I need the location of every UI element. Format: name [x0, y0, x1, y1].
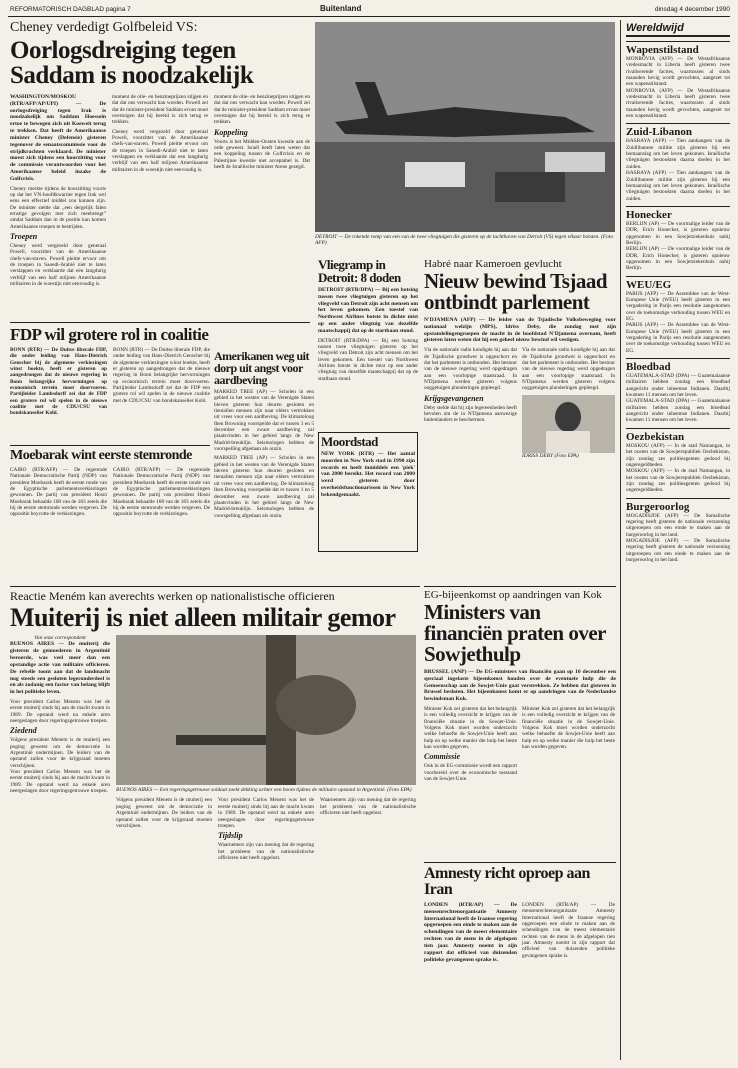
subhead: Troepen: [10, 231, 38, 241]
section-rule: [10, 586, 420, 587]
article-body: Cheney werd vergezeld door generaal Powell, voorzitter van de Amerikaanse chefs-van-staven. Powell pleitte ervoor om de troepen in Saoedi-Arabië niet te laten verslappen en verklaarde dat een langdurig verblijf van een half miljoen Amerikaanse militairen in de woestijn niet eenvoudig is.: [10, 242, 106, 288]
article-headline: Amnesty richt oproep aan Iran: [424, 866, 590, 898]
subhead: Tijdslip: [218, 831, 243, 841]
airplane-wreck-image: [315, 22, 615, 232]
article-body: BONN (RTR) — De Duitse liberale FDP, die onder leiding van Hans-Dietrich Genscher bij de algemene verkiezingen winst boekte, heeft er gisteren op aangedrongen dat de nieuwe regering in Bonn belangrijke hervormingen op economisch terrein moet doorvoeren. Partijleider Lambsdorff zei dat de FDP een grotere rol wil spelen in de nieuwe coalitie met de CDU/CSU van bondskanselier Kohl.: [10, 347, 107, 417]
subhead: Ziedend: [10, 726, 37, 736]
section-rule: [10, 322, 310, 323]
article-lead: WASHINGTON/MOSKOU (RTR/AFP/AP/UPI) — De oorlogsdreiging tegen Irak is noodzakelijk om Saddam Hoessein ertoe te bewegen zich uit Koeweit terug te trekken. Dat heeft de Amerikaanse minister Cheney (Defensie) gisteren tegenover de senaatscommissie voor de strijdkrachten verklaard. De minister moest zich tijdens een hoorzitting voor de commissie verantwoorden voor het Amerikaanse beleid inzake de Golfcrisis.: [10, 94, 106, 182]
sidebar-item-title: Oezbekistan: [626, 428, 730, 443]
photo-buenos-aires: [116, 635, 416, 785]
article-lead: LONDEN (RTR/AP) — De mensenrechtenorganisatie Amnesty International heeft de Iraanse regering opgeroepen een einde te maken aan de schendingen van de meest elementaire rechten van de mens in de afgelopen tien jaar. Amnesty noemt in zijn rapport dat officieel van duizenden politieke gevangenen sprake is.: [424, 902, 517, 963]
sidebar-wereldwijd: [626, 22, 730, 1062]
article-body: Cheney merkte tijdens de hoorzitting voorts op dat het VN-hoofdkwartier tegen Irak wel eens een effectief middel zou kunnen zijn. De minister stelde dat „een dergelijk falen ernstige gevolgen met zich meebrengt” omdat Saddam dan in de positie kan komen Amerikaanse troepen te bestrijden.: [10, 185, 106, 230]
article-body: Ook in de EG-commissie wordt een rapport voorbereid over de economische toestand van de Sowjet-Unie.: [424, 763, 517, 783]
sidebar-item-body: PARIJS (AFP) — De Assemblee van de West-Europese Unie (WEU) heeft gisteren in een vergadering in Parijs een resolutie aangenomen over de toekomstige verhouding tussen WEU en EG.: [626, 290, 730, 322]
photo-caption: DETROIT — De rokende romp van een van de twee vliegtuigen die gisteren op de luchthaven van Detroit (VS) tegen elkaar botsten. (Foto AFP): [315, 234, 614, 247]
article-body: BONN (RTR) — De Duitse liberale FDP, die onder leiding van Hans-Dietrich Genscher bij de algemene verkiezingen winst boekte, heeft er gisteren op aangedrongen dat de nieuwe regering in Bonn belangrijke hervormingen op economisch terrein moet doorvoeren. Partijleider Lambsdorff zei dat de FDP een grotere rol wil spelen in de nieuwe coalitie met de CDU/CSU van bondskanselier Kohl.: [113, 347, 210, 404]
article-body: Cheney werd vergezeld door generaal Powell, voorzitter van de Amerikaanse chefs-van-staven. Powell pleitte ervoor om de troepen in Saoedi-Arabië niet te laten verslappen en verklaarde dat een langdurig verblijf van een half miljoen Amerikaanse militairen in de woestijn niet eenvoudig is.: [112, 128, 208, 173]
article-tsjaad: [424, 258, 616, 583]
article-headline: Moebarak wint eerste stemronde: [10, 449, 192, 463]
article-ministers: [424, 589, 616, 859]
article-lead: BRUSSEL (ANP) — De EG-ministers van financiën gaan op 10 december een speciaal ingelaste bijeenkomst houden over de eventuele hulp die de Gemeenschap aan de Sowjet-Unie gaat verstrekken. Ze hebben dat gisteren in Brussel besloten. Het bijeenkomst komt er op aandringen van de Nederlandse bewindsman Kok.: [424, 669, 616, 703]
sidebar-item: [626, 276, 730, 354]
article-headline: Nieuw bewind Tsjaad ontbindt parlement: [424, 269, 608, 314]
sidebar-item: [626, 428, 730, 494]
masthead-rule: [8, 16, 730, 17]
article-cheney: [10, 20, 310, 320]
article-body: Via de nationale radio kondigde hij aan dat de Tsjadische grondwet is opgeschort en dat het parlement is ontbonden. Het bestuur van de nieuwe regering werd opgedragen aan een voorlopige staatsraad. In N'Djamena werden gisteren volgens ooggetuigen plunderingen gepleegd.: [522, 347, 615, 392]
article-fdp: [10, 326, 210, 436]
article-headline: Oorlogsdreiging tegen Saddam is noodzakelijk: [10, 37, 254, 89]
article-headline: Vliegramp in Detroit: 8 doden: [318, 258, 401, 285]
photo-deby: [522, 395, 615, 453]
article-lead: DETROIT (RTR/DPA) — Bij een botsing tussen twee vliegtuigen gisteren op het vliegveld van Detroit zijn acht mensen om het leven gekomen. Een toestel van Northwest Airlines botste in dichte mist op een ander vliegtuig van dezelfde maatschappij dat op de startbaan stond.: [318, 287, 418, 334]
article-moebarak: [10, 449, 210, 584]
article-headline: Moordstad: [321, 434, 378, 449]
photo-caption: IDRISS DEBY (Foto EPA): [522, 452, 579, 459]
sidebar-item-body: MOSKOU (AFP) — In de stad Namangan, in het oosten van de Sowjetrepubliek Oezbekistan, zijn zondag zes politieagenten gedood bij ongeregeldheden.: [626, 442, 730, 468]
article-lead: NEW YORK (RTR) — Het aantal moorden in New York stad in 1990 zijn records en heeft inmiddels een 'piek' van 2000 bereikt. Het record van 2000 werd gisteren door overheidsfunctionarissen in New York bekendgemaakt.: [321, 451, 415, 498]
subhead: Commissie: [424, 752, 461, 762]
sidebar-item-body: BERLIJN (AP) — De voormalige leider van de DDR, Erich Honecker, is gisteren opnieuw opgenomen in een Sowjetziekenhuis nabij Berlijn.: [626, 220, 730, 246]
masthead-paper: REFORMATORISCH DAGBLAD pagina 7: [10, 6, 131, 13]
article-body: Voor president Carlos Menem was het de eerste muiterij sinds hij aan de macht kwam in 1989. De opstand werd na enkele uren neergeslagen door regeringsgetrouwe troepen.: [10, 698, 110, 725]
article-vliegramp: [318, 258, 418, 428]
article-body: MARKED TREE (AP) — Scholen in een gebied in het westen van de Verenigde Staten bleven gisteren hun deuren gesloten en tientallen mensen zijn naar elders vertrokken uit vrees voor een aardbeving. De klimatoloog Iben Browning voorspelde dat er tussen 1 en 5 december een zware aardbeving zal plaatsvinden in het gebied langs de New Madrid-breuklijn. Seismologen hebben de voorspelling afgedaan als onzin.: [214, 455, 314, 519]
article-body: Deby stelde dat hij zijn legereenheden heeft bevolen om de in N'Djamena aanwezige buitenlanders te beschermen.: [424, 404, 517, 424]
article-body: MARKED TREE (AP) — Scholen in een gebied in het westen van de Verenigde Staten bleven gisteren hun deuren gesloten en tientallen mensen zijn naar elders vertrokken uit vrees voor een aardbeving. De klimatoloog Iben Browning voorspelde dat er tussen 1 en 5 december een zware aardbeving zal plaatsvinden in het gebied langs de New Madrid-breuklijn. Seismologen hebben de voorspelling afgedaan als onzin.: [214, 389, 314, 453]
article-body: Minister Kok zei gisteren dat het belangrijk is een volledig overzicht te krijgen van de financiële situatie in de Sowjet-Unie. Volgens Kok moet worden onderzocht welke behoefte de Sowjet-Unie heeft aan hulp en op welke manier die hulp het beste kan worden gegeven.: [424, 706, 517, 751]
article-body: Minister Kok zei gisteren dat het belangrijk is een volledig overzicht te krijgen van de financiële situatie in de Sowjet-Unie. Volgens Kok moet worden onderzocht welke behoefte de Sowjet-Unie heeft aan hulp en op welke manier die hulp het beste kan worden gegeven.: [522, 706, 615, 751]
article-moordstad: [318, 432, 418, 552]
sidebar-item: [626, 498, 730, 564]
section-rule: [424, 862, 616, 863]
article-headline: Muiterij is niet alleen militair gemor: [10, 603, 396, 632]
sidebar-item-body: HASBAYA (AFP) — Tien aanhangers van de Zuidlibanese militie zijn gisteren bij een bomaanslag om het leven gekomen. Israëlische vliegtuigen bestookten daarna doelen in het zuiden.: [626, 138, 730, 170]
sidebar-item: [626, 206, 730, 272]
sidebar-item-body: MOGADISJOE (AFP) — De Somalische regering heeft gisteren de nationale verzoening uitgeroepen om een einde te maken aan de burgeroorlog in het land.: [626, 512, 730, 538]
sidebar-item-body: GUATEMALA-STAD (DPA) — Guatemalaanse militairen hebben zondag een bloedbad aangericht onder inheemse Indianen. Daarbij kwamen 11 mensen om het leven.: [626, 398, 730, 424]
sidebar-item-body: HASBAYA (AFP) — Tien aanhangers van de Zuidlibanese militie zijn gisteren bij een bomaanslag om het leven gekomen. Israëlische vliegtuigen bestookten daarna doelen in het zuiden.: [626, 170, 730, 202]
article-body: moment de olie- en benzineprijzen stijgen en dat dat ons verwacht kan worden. Powell zei dat de minister-president Saddam ervan moet overtuigen dat hij bereid is zich terug te trekken.: [214, 94, 310, 126]
photo-detroit: [315, 22, 615, 232]
article-body: CAIRO (RTR/AFP) — De regerende Nationale Democratische Partij (NDP) van president Moebarak heeft de eerste ronde van de Egyptische parlementsverkiezingen gewonnen. De partij van president Hosni Moebarak behaalde 168 van de 183 zetels die bij de eerste stemronde werden vergeven. De oppositie boycotte de verkiezingen.: [113, 467, 210, 518]
article-lead: BUENOS AIRES — De muiterij die gisteren de gemoederen in Argentinië beroerde, was veel meer dan een opstandige actie van militaire officieren. De rebelle toont aan dat de landmacht nog steeds een gesloten legeronderdeel is en als zodanig een factor van belang blijft in het politieke leven.: [10, 641, 110, 696]
sidebar-title: Wereldwijd: [626, 22, 730, 37]
article-kicker: Reactie Meném kan averechts werken op nationalistische officieren: [10, 589, 335, 603]
article-body: Volgens president Menem is de muiterij een poging geweest om de democratie in Argentinië ondermijnen. De leiders van de opstand zullen voor de krijgsraad moeten verschijnen.: [116, 797, 212, 829]
sidebar-item: [626, 41, 730, 119]
sidebar-item-title: Zuid-Libanon: [626, 123, 730, 138]
article-body: DETROIT (RTR/DPA) — Bij een botsing tussen twee vliegtuigen gisteren op het vliegveld van Detroit zijn acht mensen om het leven gekomen. Een toestel van Northwest Airlines botste in dichte mist op een ander vliegtuig van dezelfde maatschappij dat op de startbaan stond.: [318, 337, 418, 382]
article-headline: FDP wil grotere rol in coalitie: [10, 326, 209, 344]
article-lead: N'DJAMENA (AFP) — De leider van de Tsjadische Volksbeweging voor nationaal welzijn (MPS), Idriss Deby, die zondag met zijn opstandelingengroepen de macht in de hoofdstad N'Djamena overnam, heeft gisteren laten weten dat hij een geheel nieuw bewind wil vestigen.: [424, 317, 616, 344]
article-body: Voor president Carlos Menem was het de eerste muiterij sinds hij aan de macht kwam in 1989. De opstand werd na enkele uren neergeslagen door regeringsgetrouwe troepen.: [218, 797, 314, 829]
article-body: LONDEN (RTR/AP) — De mensenrechtenorganisatie Amnesty International heeft de Iraanse regering opgeroepen een einde te maken aan de schendingen van de meest elementaire rechten van de mens in de afgelopen tien jaar. Amnesty noemt in zijn rapport dat officieel van duizenden politieke gevangenen sprake is.: [522, 902, 615, 959]
article-amnesty: [424, 866, 616, 1056]
sidebar-item-body: MOSKOU (AFP) — In de stad Namangan, in het oosten van de Sowjetrepubliek Oezbekistan, zijn zondag zes politieagenten gedood bij ongeregeldheden.: [626, 468, 730, 494]
masthead-section: Buitenland: [320, 4, 362, 13]
article-kicker: Habré naar Kameroen gevlucht: [424, 258, 562, 270]
subhead: Krijgsgevangenen: [424, 393, 484, 403]
article-body: Volgens president Menem is de muiterij een poging geweest om de democratie in Argentinië ondermijnen. De leiders van de opstand zullen voor de krijgsraad moeten verschijnen.: [10, 737, 110, 769]
sidebar-item-title: Wapenstilstand: [626, 41, 730, 56]
article-body: moment de olie- en benzineprijzen stijgen en dat dat ons verwacht kan worden. Powell zei dat de minister-president Saddam ervan moet overtuigen dat hij bereid is zich terug te trekken.: [112, 94, 208, 126]
article-headline: Ministers van financiën praten over Sowjethulp: [424, 600, 606, 666]
sidebar-item-title: Bloedbad: [626, 358, 730, 373]
article-headline: Amerikanen weg uit dorp uit angst voor aardbeving: [214, 350, 309, 387]
article-kicker: EG-bijeenkomst op aandringen van Kok: [424, 589, 602, 601]
article-body: Voor president Carlos Menem was het de eerste muiterij sinds hij aan de macht kwam in 1989. De opstand werd na enkele uren neergeslagen door regeringsgetrouwe troepen.: [10, 769, 110, 795]
masthead-date: dinsdag 4 december 1990: [654, 6, 730, 13]
article-body: Voorts is het Midden-Oosten kwestie aan de orde geweest. Israël heeft laten weten dat een koppeling tussen de Golfcrisis en de Palestijnse kwestie niet acceptabel is. Dat heeft de Israëlische minister Arens gezegd.: [214, 138, 310, 171]
sidebar-item-body: MOGADISJOE (AFP) — De Somalische regering heeft gisteren de nationale verzoening uitgeroepen om een einde te maken aan de burgeroorlog in het land.: [626, 537, 730, 563]
portrait-image: [522, 395, 615, 453]
sidebar-item: [626, 358, 730, 424]
sidebar-item-body: PARIJS (AFP) — De Assemblee van de West-Europese Unie (WEU) heeft gisteren in een vergadering in Parijs een resolutie aangenomen over de toekomstige verhouding tussen WEU en EG.: [626, 322, 730, 354]
sidebar-item: [626, 123, 730, 201]
column-rule: [620, 20, 621, 1060]
sidebar-item-body: BERLIJN (AP) — De voormalige leider van de DDR, Erich Honecker, is gisteren opnieuw opgenomen in een Sowjetziekenhuis nabij Berlijn.: [626, 246, 730, 272]
article-amerikanen: [214, 350, 314, 585]
sidebar-item-title: Honecker: [626, 206, 730, 221]
byline: Van onze correspondent: [34, 635, 86, 641]
sidebar-item-body: MONROVIA (AFP) — De Westafrikaanse vredesmacht in Liberia heeft gisteren twee rivaliserende facties, waartussen al sinds maanden hevig wordt gevochten, aangezet tot een wapenstilstand.: [626, 87, 730, 120]
section-rule: [424, 586, 616, 587]
article-body: Waarnemers zijn van mening dat de regering het probleem van de nationalistische officieren niet heeft opgelost.: [218, 842, 314, 861]
article-kicker: Cheney verdedigt Golfbeleid VS:: [10, 20, 198, 35]
sidebar-item-body: GUATEMALA-STAD (DPA) — Guatemalaanse militairen hebben zondag een bloedbad aangericht onder inheemse Indianen. Daarbij kwamen 11 mensen om het leven.: [626, 373, 730, 399]
article-body: CAIRO (RTR/AFP) — De regerende Nationale Democratische Partij (NDP) van president Moebarak heeft de eerste ronde van de Egyptische parlementsverkiezingen gewonnen. De partij van president Hosni Moebarak behaalde 168 van de 183 zetels die bij de eerste stemronde werden vergeven. De oppositie boycotte de verkiezingen.: [10, 467, 107, 518]
subhead: Koppeling: [214, 127, 248, 137]
article-muiterij: [10, 589, 420, 1059]
article-body: Via de nationale radio kondigde hij aan dat de Tsjadische grondwet is opgeschort en dat het parlement is ontbonden. Het bestuur van de nieuwe regering werd opgedragen aan een voorlopige staatsraad. In N'Djamena werden gisteren volgens ooggetuigen plunderingen gepleegd.: [424, 347, 517, 392]
soldier-image: [116, 635, 416, 785]
sidebar-item-title: WEU/EG: [626, 276, 730, 291]
section-rule: [10, 445, 210, 446]
photo-caption: BUENOS AIRES — Een regeringsgetrouwe soldaat zoekt dekking achter een boom tijdens de militaire opstand in Argentinië. (Foto EPA): [116, 787, 412, 793]
sidebar-item-body: MONROVIA (AFP) — De Westafrikaanse vredesmacht in Liberia heeft gisteren twee rivaliserende facties, waartussen al sinds maanden hevig wordt gevochten, aangezet tot een wapenstilstand.: [626, 56, 730, 88]
sidebar-item-title: Burgeroorlog: [626, 498, 730, 513]
article-body: Waarnemers zijn van mening dat de regering het probleem van de nationalistische officieren niet heeft opgelost.: [320, 797, 416, 817]
